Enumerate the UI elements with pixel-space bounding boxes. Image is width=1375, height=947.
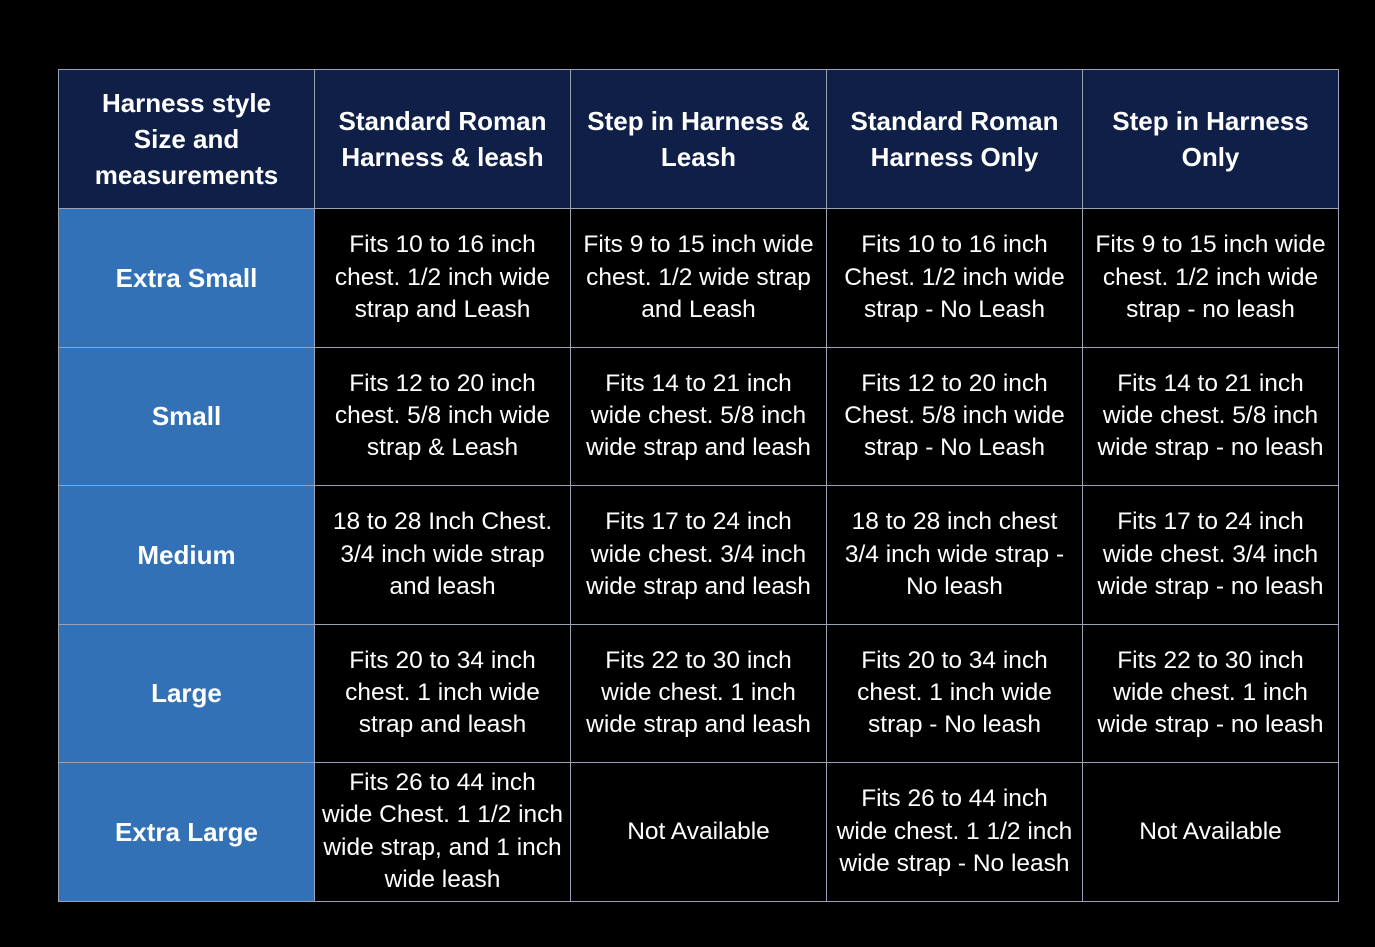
- table-cell: Fits 10 to 16 inch chest. 1/2 inch wide strap and Leash: [315, 209, 571, 348]
- row-header-size: Small: [59, 347, 315, 486]
- table-row: [59, 763, 1339, 902]
- row-header-size: Medium: [59, 486, 315, 625]
- column-header: Step in Harness & Leash: [571, 70, 827, 209]
- table-cell: Fits 26 to 44 inch wide chest. 1 1/2 inch wide strap - No leash: [827, 763, 1083, 902]
- table-cell: Fits 17 to 24 inch wide chest. 3/4 inch wide strap - no leash: [1083, 486, 1339, 625]
- table-cell: Not Available: [571, 763, 827, 902]
- corner-header-label: Harness style Size and measurements: [94, 88, 279, 190]
- row-header-size: Large: [59, 624, 315, 763]
- row-header-size: Extra Small: [59, 209, 315, 348]
- table-cell: Fits 14 to 21 inch wide chest. 5/8 inch wide strap - no leash: [1083, 347, 1339, 486]
- size-chart: [58, 69, 1339, 902]
- table-cell: Fits 12 to 20 inch Chest. 5/8 inch wide strap - No Leash: [827, 347, 1083, 486]
- table-cell: Fits 22 to 30 inch wide chest. 1 inch wide strap and leash: [571, 624, 827, 763]
- table-cell: Fits 9 to 15 inch wide chest. 1/2 inch wide strap - no leash: [1083, 209, 1339, 348]
- corner-header: [59, 70, 315, 209]
- table-row: [59, 486, 1339, 625]
- table-cell: Not Available: [1083, 763, 1339, 902]
- table-row: [59, 624, 1339, 763]
- table-cell: Fits 20 to 34 inch chest. 1 inch wide strap and leash: [315, 624, 571, 763]
- table-cell: Fits 26 to 44 inch wide Chest. 1 1/2 inch wide strap, and 1 inch wide leash: [315, 763, 571, 902]
- table-cell: Fits 20 to 34 inch chest. 1 inch wide strap - No leash: [827, 624, 1083, 763]
- table-cell: Fits 12 to 20 inch chest. 5/8 inch wide strap & Leash: [315, 347, 571, 486]
- column-header: Step in Harness Only: [1083, 70, 1339, 209]
- table-row: [59, 209, 1339, 348]
- column-header: Standard Roman Harness & leash: [315, 70, 571, 209]
- table-cell: 18 to 28 inch chest 3/4 inch wide strap - No leash: [827, 486, 1083, 625]
- table-cell: Fits 22 to 30 inch wide chest. 1 inch wide strap - no leash: [1083, 624, 1339, 763]
- table-cell: Fits 17 to 24 inch wide chest. 3/4 inch wide strap and leash: [571, 486, 827, 625]
- table-cell: Fits 9 to 15 inch wide chest. 1/2 wide strap and Leash: [571, 209, 827, 348]
- table-row: [59, 347, 1339, 486]
- harness-size-table: [58, 69, 1339, 902]
- header-row: [59, 70, 1339, 209]
- table-cell: 18 to 28 Inch Chest. 3/4 inch wide strap and leash: [315, 486, 571, 625]
- table-cell: Fits 14 to 21 inch wide chest. 5/8 inch wide strap and leash: [571, 347, 827, 486]
- column-header: Standard Roman Harness Only: [827, 70, 1083, 209]
- row-header-size: Extra Large: [59, 763, 315, 902]
- table-cell: Fits 10 to 16 inch Chest. 1/2 inch wide strap - No Leash: [827, 209, 1083, 348]
